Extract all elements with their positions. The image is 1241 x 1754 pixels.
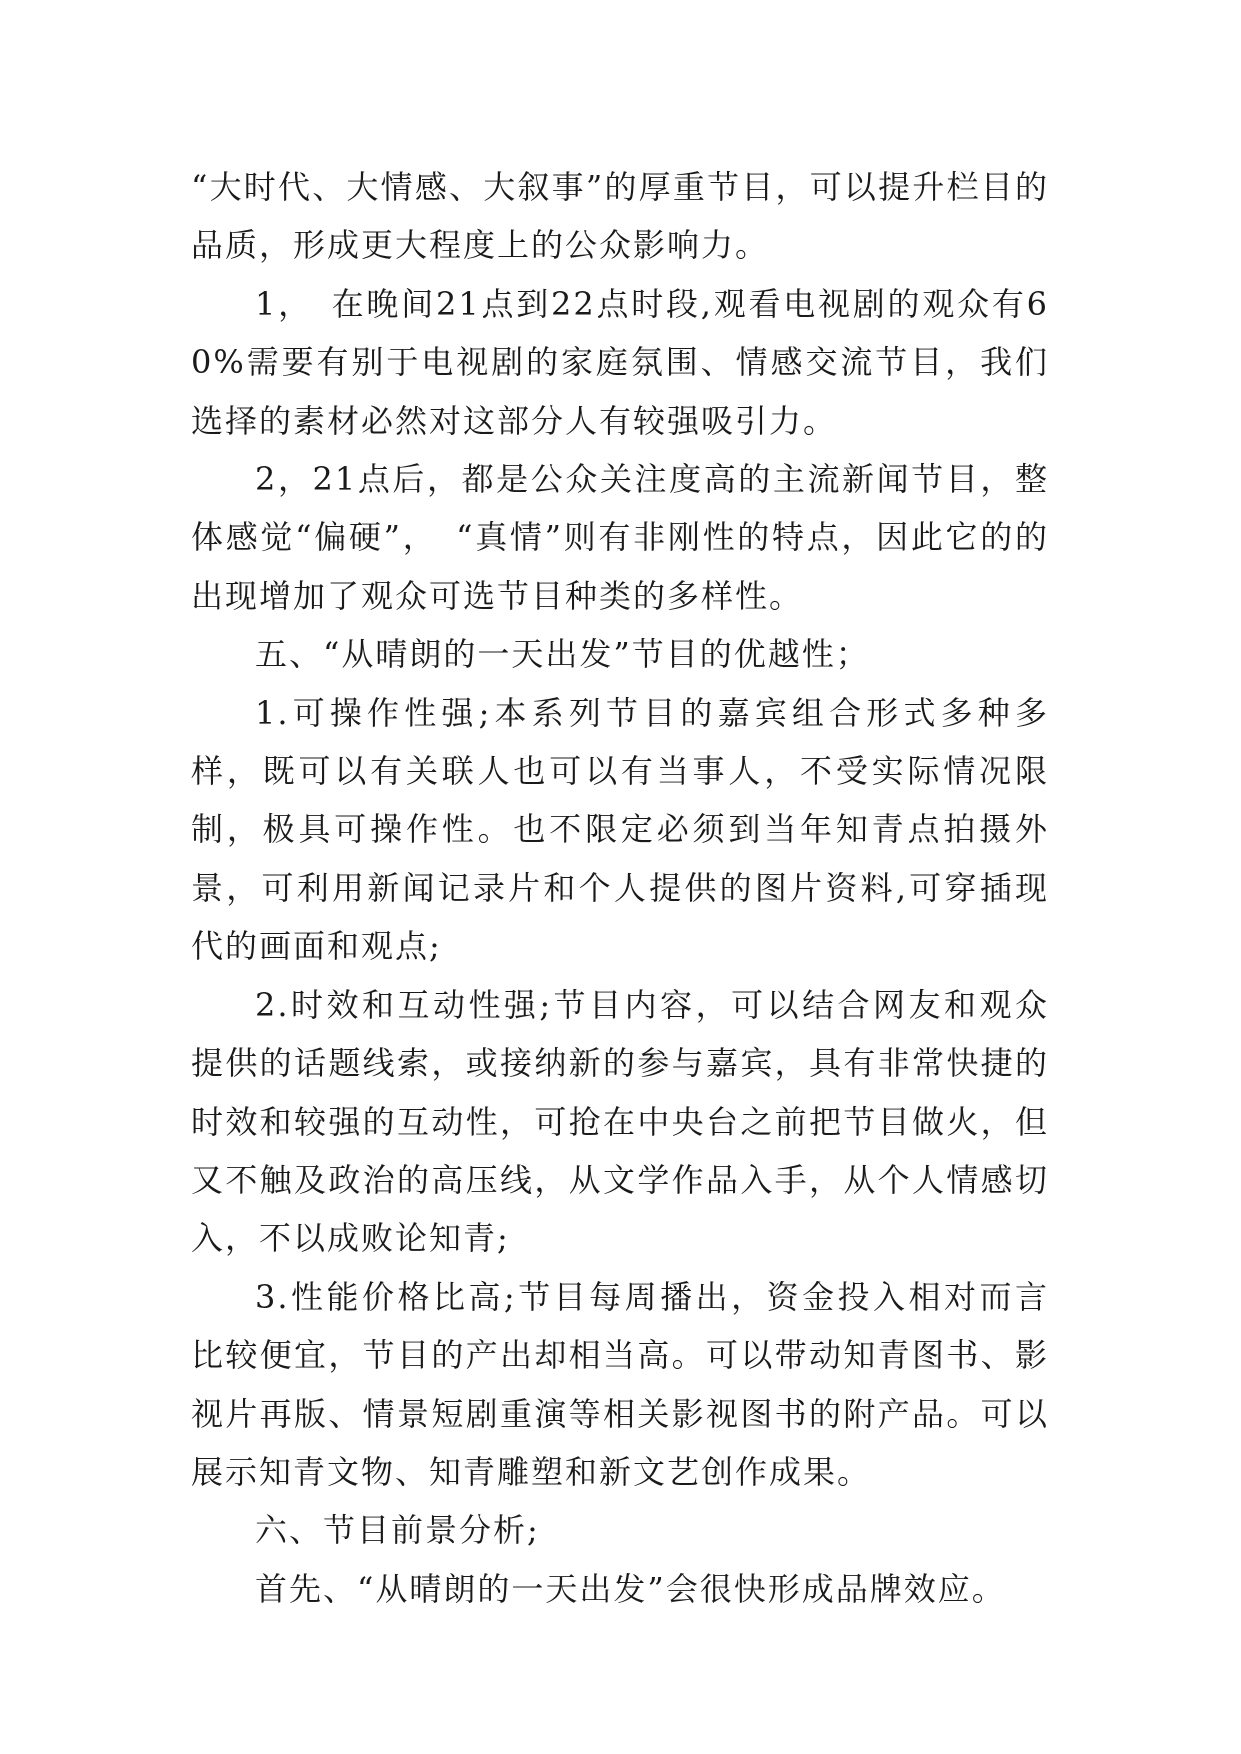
document-body <box>191 158 1049 1618</box>
paragraph-point-2: 2，21点后，都是公众关注度高的主流新闻节目，整体感觉“偏硬”， “真情”则有非刚性的特点，因此它的的出现增加了观众可选节目种类的多样性。 <box>191 460 1049 615</box>
paragraph-intro: “大时代、大情感、大叙事”的厚重节目，可以提升栏目的品质，形成更大程度上的公众影响力。 <box>191 168 1049 265</box>
paragraph-advantage-1: 1.可操作性强;本系列节目的嘉宾组合形式多种多样，既可以有关联人也可以有当事人，不受实际情况限制，极具可操作性。也不限定必须到当年知青点拍摄外景，可利用新闻记录片和个人提供的图片资料,可穿插现代的画面和观点; <box>191 693 1049 966</box>
section-heading-five: 五、“从晴朗的一天出发”节目的优越性； <box>255 635 870 674</box>
paragraph-outlook: 首先、“从晴朗的一天出发”会很快形成品牌效应。 <box>255 1569 1006 1608</box>
paragraph-advantage-3: 3.性能价格比高;节目每周播出，资金投入相对而言比较便宜，节目的产出却相当高。可以带动知青图书、影视片再版、情景短剧重演等相关影视图书的附产品。可以展示知青文物、知青雕塑和新文艺创作成果。 <box>191 1277 1049 1491</box>
paragraph-point-1: 1， 在晚间21点到22点时段,观看电视剧的观众有60%需要有别于电视剧的家庭氛围、情感交流节目，我们选择的素材必然对这部分人有较强吸引力。 <box>191 284 1049 440</box>
paragraph-advantage-2: 2.时效和互动性强;节目内容，可以结合网友和观众提供的话题线索，或接纳新的参与嘉宾，具有非常快捷的时效和较强的互动性，可抢在中央台之前把节目做火，但又不触及政治的高压线，从文学作品入手，从个人情感切入，不以成败论知青; <box>191 985 1049 1258</box>
section-heading-six: 六、节目前景分析; <box>255 1511 540 1550</box>
